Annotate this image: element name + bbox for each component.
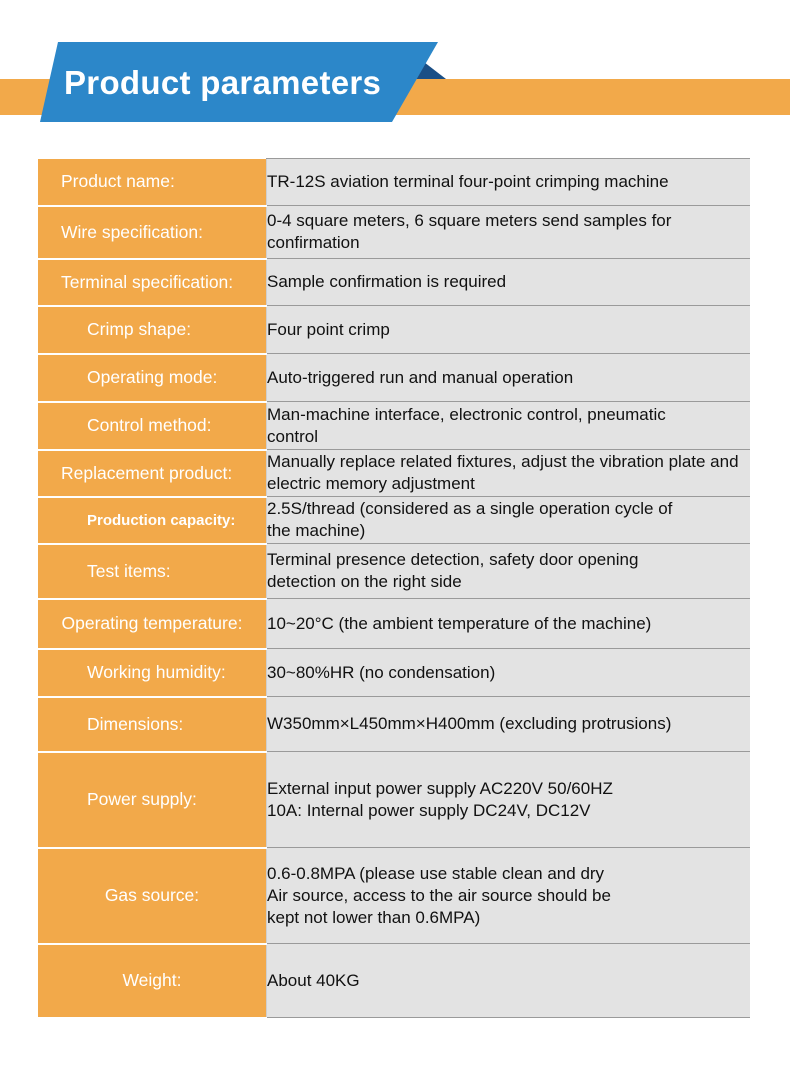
row-value-line: External input power supply AC220V 50/60HZ: [267, 778, 613, 798]
row-value-line: 0-4 square meters, 6 square meters send samples for: [267, 211, 672, 230]
section-banner: [0, 0, 790, 140]
table-row: [38, 259, 750, 306]
table-row: [38, 402, 750, 450]
table-row: [38, 159, 750, 206]
row-label: Operating temperature:: [61, 613, 243, 633]
table-row: [38, 544, 750, 599]
table-row: [38, 306, 750, 354]
row-label: Terminal specification:: [61, 271, 234, 292]
row-value-line: the machine): [267, 521, 366, 540]
row-label: Dimensions:: [87, 713, 184, 734]
table-row: [38, 450, 750, 497]
table-row: [38, 697, 750, 752]
row-label: Control method:: [87, 415, 212, 435]
row-value: Four point crimp: [267, 319, 390, 339]
table-row: [38, 599, 750, 649]
row-label: Test items:: [87, 560, 171, 581]
row-value-line: 0.6-0.8MPA (please use stable clean and dry: [267, 863, 605, 883]
row-label: Weight:: [122, 970, 182, 990]
row-label: Replacement product:: [61, 462, 233, 483]
row-value-line: Manually replace related fixtures, adjust the vibration plate and: [267, 452, 739, 471]
row-value-line: 2.5S/thread (considered as a single operation cycle of: [267, 499, 673, 518]
table-row: [38, 497, 750, 544]
page-title: Product parameters: [64, 64, 382, 101]
row-value: 30~80%HR (no condensation): [267, 662, 496, 682]
table-row: [38, 944, 750, 1018]
table-row: [38, 848, 750, 944]
row-value: 10~20°C (the ambient temperature of the machine): [267, 613, 652, 633]
row-label: Production capacity:: [87, 511, 236, 529]
row-value-line: Terminal presence detection, safety door opening: [267, 550, 639, 569]
row-value: Sample confirmation is required: [267, 272, 507, 291]
row-value: TR-12S aviation terminal four-point crimping machine: [267, 172, 669, 191]
row-label: Wire specification:: [61, 221, 203, 242]
row-value-line: detection on the right side: [267, 572, 462, 591]
table-row: [38, 354, 750, 402]
row-value: About 40KG: [267, 970, 360, 990]
row-label: Operating mode:: [87, 367, 218, 387]
row-label: Power supply:: [87, 789, 197, 809]
row-label: Working humidity:: [87, 662, 226, 682]
row-label: Product name:: [61, 171, 175, 191]
row-value-line: 10A: Internal power supply DC24V, DC12V: [267, 800, 591, 820]
table-row: [38, 752, 750, 848]
row-value-line: electric memory adjustment: [267, 474, 475, 493]
row-value-line: kept not lower than 0.6MPA): [267, 907, 481, 927]
row-value-line: confirmation: [267, 233, 360, 252]
row-value: W350mm×L450mm×H400mm (excluding protrusions): [267, 714, 672, 733]
row-label: Gas source:: [104, 885, 200, 905]
parameters-table: [38, 158, 750, 1019]
row-label: Crimp shape:: [87, 319, 192, 339]
row-value: Auto-triggered run and manual operation: [267, 367, 574, 387]
table-row: [38, 206, 750, 259]
row-value-line: Man-machine interface, electronic control, pneumatic: [267, 404, 666, 424]
row-value-line: Air source, access to the air source should be: [267, 885, 611, 905]
table-row: [38, 649, 750, 697]
row-value-line: control: [267, 426, 319, 446]
